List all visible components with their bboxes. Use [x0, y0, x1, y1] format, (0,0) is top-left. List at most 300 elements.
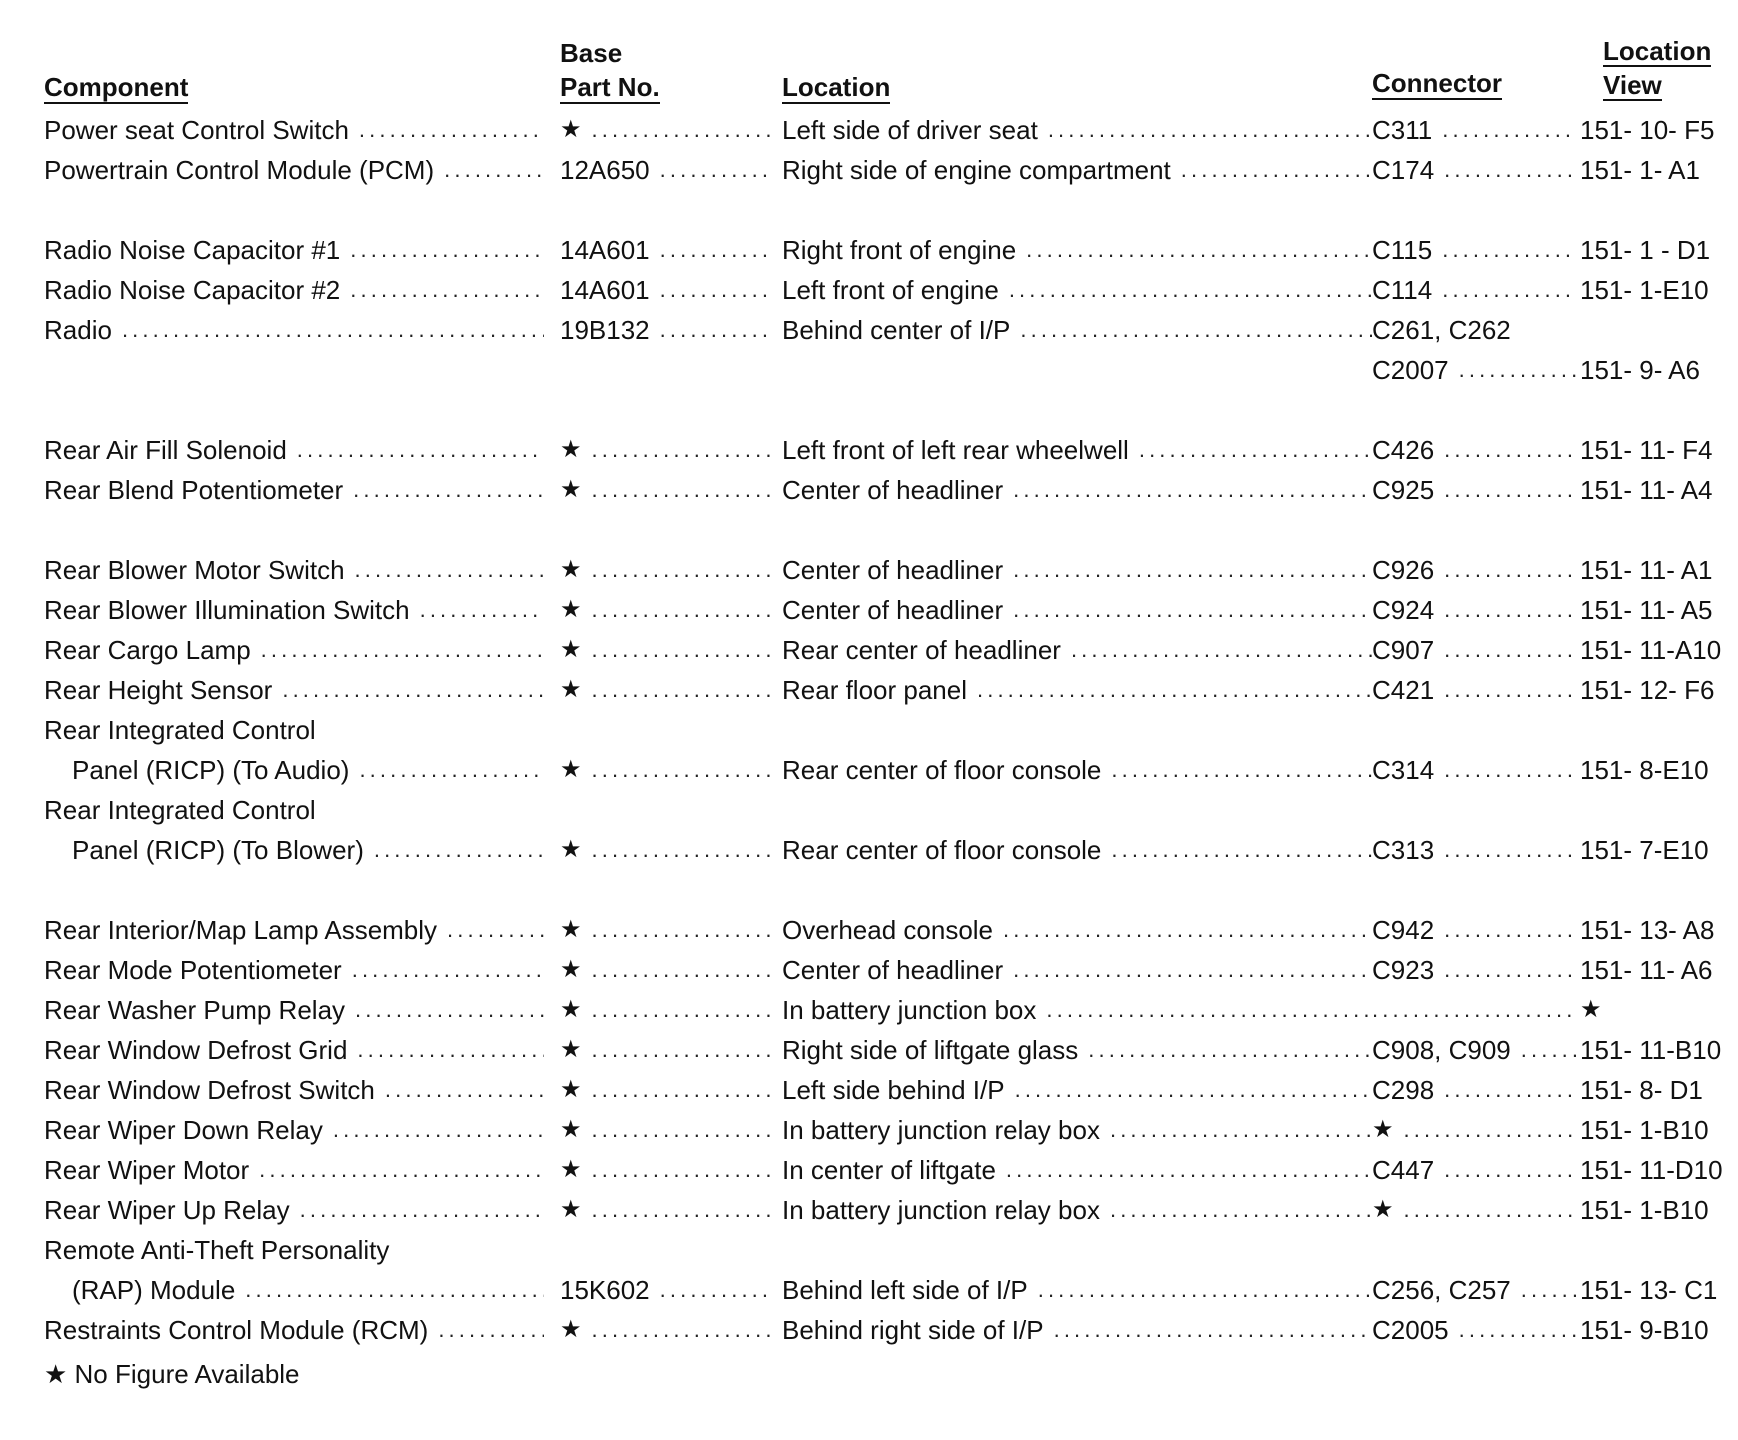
- location-cell: [782, 670, 1372, 710]
- dot-leader: [1013, 470, 1372, 510]
- location-view-cell-text: 151- 1 - D1: [1580, 230, 1720, 270]
- part-number-cell-text: ★: [560, 550, 592, 590]
- location-cell-text: In battery junction relay box: [782, 1190, 1110, 1230]
- part-number-cell-text: ★: [560, 750, 592, 790]
- location-cell-text: Left front of engine: [782, 270, 1009, 310]
- location-cell-text: Rear floor panel: [782, 670, 977, 710]
- location-view-cell: [1580, 470, 1738, 510]
- component-cell: [44, 1230, 544, 1270]
- location-view-cell: [1580, 350, 1738, 390]
- component-cell-text: Rear Cargo Lamp: [44, 630, 261, 670]
- component-cell-text: Radio Noise Capacitor #2: [44, 270, 350, 310]
- location-view-cell-text: 151- 11-D10: [1580, 1150, 1733, 1190]
- location-view-cell-text: 151- 8-E10: [1580, 750, 1719, 790]
- location-cell-text: Rear center of headliner: [782, 630, 1071, 670]
- connector-cell-text: C174: [1372, 150, 1444, 190]
- component-cell: [44, 230, 544, 270]
- table-row: [0, 950, 1738, 990]
- dot-leader: [1444, 910, 1577, 950]
- location-view-cell: [1580, 1190, 1738, 1230]
- table-row: [0, 470, 1738, 510]
- location-view-cell-text: 151- 11- F4: [1580, 430, 1722, 470]
- location-view-cell-text: 151- 11- A6: [1580, 950, 1723, 990]
- dot-leader: [1110, 1110, 1372, 1150]
- part-number-cell-text: ★: [560, 670, 592, 710]
- table-row: [0, 1110, 1738, 1150]
- connector-cell: [1372, 750, 1577, 790]
- connector-cell: [1372, 710, 1577, 750]
- header-base-line1: Base: [560, 38, 623, 68]
- location-cell-text: Left front of left rear wheelwell: [782, 430, 1139, 470]
- location-cell: [782, 750, 1372, 790]
- dot-leader: [592, 110, 772, 150]
- dot-leader: [592, 1070, 772, 1110]
- location-cell-text: Behind center of I/P: [782, 310, 1020, 350]
- connector-cell: [1372, 110, 1577, 150]
- dot-leader: [1521, 1030, 1577, 1070]
- connector-cell: [1372, 470, 1577, 510]
- part-number-cell-text: ★: [560, 1190, 592, 1230]
- dot-leader: [333, 1110, 544, 1150]
- header-connector-label: Connector: [1372, 68, 1502, 98]
- connector-cell: [1372, 830, 1577, 870]
- component-cell: [44, 1030, 544, 1070]
- table-row: [0, 270, 1738, 310]
- location-view-cell: [1580, 150, 1738, 190]
- dot-leader: [1088, 1030, 1372, 1070]
- component-cell-text: Panel (RICP) (To Blower): [44, 830, 374, 870]
- table-row: [0, 750, 1738, 790]
- dot-leader: [1054, 1310, 1372, 1350]
- location-cell: [782, 990, 1372, 1030]
- dot-leader: [977, 670, 1372, 710]
- connector-cell-text: ★: [1372, 1110, 1404, 1150]
- part-number-cell: [560, 710, 772, 750]
- location-cell: [782, 110, 1372, 150]
- location-cell: [782, 1230, 1372, 1270]
- table-row: [0, 310, 1738, 350]
- dot-leader: [1111, 750, 1372, 790]
- component-cell: [44, 310, 544, 350]
- location-cell-text: Right side of liftgate glass: [782, 1030, 1088, 1070]
- connector-cell: [1372, 1230, 1577, 1270]
- part-number-cell: [560, 590, 772, 630]
- part-number-cell: [560, 230, 772, 270]
- location-cell-text: Rear center of floor console: [782, 830, 1111, 870]
- connector-cell-text: C311: [1372, 110, 1442, 150]
- location-cell-text: Center of headliner: [782, 470, 1013, 510]
- dot-leader: [592, 470, 772, 510]
- location-view-cell-text: 151- 1-E10: [1580, 270, 1719, 310]
- dot-leader: [1444, 1150, 1577, 1190]
- dot-leader: [1026, 230, 1372, 270]
- connector-cell: [1372, 1030, 1577, 1070]
- dot-leader: [592, 1310, 772, 1350]
- component-cell: [44, 630, 544, 670]
- dot-leader: [245, 1270, 544, 1310]
- location-view-cell: [1580, 670, 1738, 710]
- component-cell-text: Rear Blower Illumination Switch: [44, 590, 420, 630]
- location-view-cell-text: 151- 13- A8: [1580, 910, 1724, 950]
- part-number-cell: [560, 1230, 772, 1270]
- part-number-cell-text: ★: [560, 990, 592, 1030]
- location-view-cell-text: 151- 1-B10: [1580, 1190, 1719, 1230]
- dot-leader: [353, 470, 544, 510]
- location-view-cell-text: ★: [1580, 990, 1612, 1030]
- table-row: [0, 150, 1738, 190]
- part-number-cell-text: 12A650: [560, 150, 660, 190]
- location-view-cell: [1580, 270, 1738, 310]
- component-cell: [44, 1110, 544, 1150]
- location-cell: [782, 230, 1372, 270]
- dot-leader: [352, 950, 544, 990]
- location-cell: [782, 150, 1372, 190]
- dot-leader: [1181, 150, 1372, 190]
- component-cell: [44, 1190, 544, 1230]
- header-component-label: Component: [44, 72, 189, 102]
- part-number-cell: [560, 550, 772, 590]
- location-view-cell-text: 151- 10- F5: [1580, 110, 1724, 150]
- dot-leader: [592, 950, 772, 990]
- dot-leader: [660, 150, 772, 190]
- dot-leader: [1444, 950, 1577, 990]
- dot-leader: [1046, 990, 1372, 1030]
- connector-cell-text: C2007: [1372, 350, 1459, 390]
- dot-leader: [1444, 150, 1577, 190]
- connector-cell-text: C256, C257: [1372, 1270, 1521, 1310]
- component-cell-text: Rear Blower Motor Switch: [44, 550, 355, 590]
- dot-leader: [1444, 1070, 1577, 1110]
- dot-leader: [592, 550, 772, 590]
- location-cell: [782, 1190, 1372, 1230]
- dot-leader: [261, 630, 544, 670]
- part-number-cell: [560, 1270, 772, 1310]
- component-cell-text: Rear Window Defrost Switch: [44, 1070, 385, 1110]
- part-number-cell: [560, 470, 772, 510]
- location-view-cell: [1580, 430, 1738, 470]
- connector-cell-text: C298: [1372, 1070, 1444, 1110]
- dot-leader: [300, 1190, 544, 1230]
- part-number-cell: [560, 1310, 772, 1350]
- part-number-cell: [560, 910, 772, 950]
- location-view-cell: [1580, 590, 1738, 630]
- dot-leader: [592, 1030, 772, 1070]
- connector-cell-text: C923: [1372, 950, 1444, 990]
- dot-leader: [385, 1070, 544, 1110]
- header-connector: [1372, 66, 1502, 100]
- location-cell: [782, 310, 1372, 350]
- component-cell: [44, 150, 544, 190]
- dot-leader: [1459, 1310, 1577, 1350]
- location-view-cell: [1580, 790, 1738, 830]
- part-number-cell-text: ★: [560, 1110, 592, 1150]
- part-number-cell-text: ★: [560, 1070, 592, 1110]
- location-cell-text: Left side of driver seat: [782, 110, 1048, 150]
- location-view-cell: [1580, 630, 1738, 670]
- header-view-line2: View: [1603, 70, 1662, 100]
- component-cell: [44, 830, 544, 870]
- dot-leader: [1442, 230, 1577, 270]
- component-cell: [44, 350, 544, 390]
- component-cell-text: Panel (RICP) (To Audio): [44, 750, 359, 790]
- dot-leader: [660, 310, 772, 350]
- location-cell-text: Center of headliner: [782, 950, 1013, 990]
- part-number-cell: [560, 150, 772, 190]
- location-cell: [782, 430, 1372, 470]
- table-row: [0, 590, 1738, 630]
- dot-leader: [1404, 1110, 1577, 1150]
- location-cell: [782, 1110, 1372, 1150]
- location-view-cell-text: 151- 12- F6: [1580, 670, 1724, 710]
- part-number-cell-text: ★: [560, 1030, 592, 1070]
- location-cell: [782, 470, 1372, 510]
- connector-cell: [1372, 630, 1577, 670]
- dot-leader: [355, 550, 544, 590]
- dot-leader: [282, 670, 544, 710]
- dot-leader: [420, 590, 544, 630]
- part-number-cell: [560, 830, 772, 870]
- location-view-cell: [1580, 1110, 1738, 1150]
- component-cell-text: Remote Anti-Theft Personality: [44, 1230, 399, 1270]
- component-cell: [44, 470, 544, 510]
- dot-leader: [359, 110, 544, 150]
- dot-leader: [592, 830, 772, 870]
- dot-leader: [1111, 830, 1372, 870]
- dot-leader: [592, 1190, 772, 1230]
- component-cell-text: Rear Wiper Motor: [44, 1150, 259, 1190]
- connector-cell: [1372, 1070, 1577, 1110]
- connector-cell-text: ★: [1372, 1190, 1404, 1230]
- part-number-cell: [560, 1190, 772, 1230]
- component-cell-text: (RAP) Module: [44, 1270, 245, 1310]
- dot-leader: [350, 270, 544, 310]
- header-location: [782, 70, 890, 104]
- dot-leader: [592, 750, 772, 790]
- table-row: [0, 670, 1738, 710]
- table-row: [0, 110, 1738, 150]
- location-cell-text: Right side of engine compartment: [782, 150, 1181, 190]
- component-cell: [44, 670, 544, 710]
- component-cell-text: Rear Wiper Up Relay: [44, 1190, 300, 1230]
- table-row: [0, 1190, 1738, 1230]
- dot-leader: [1442, 270, 1577, 310]
- part-number-cell: [560, 110, 772, 150]
- component-cell: [44, 430, 544, 470]
- location-cell-text: Left side behind I/P: [782, 1070, 1015, 1110]
- part-number-cell: [560, 1110, 772, 1150]
- location-view-cell-text: 151- 11- A1: [1580, 550, 1723, 590]
- location-cell: [782, 950, 1372, 990]
- connector-cell: [1372, 670, 1577, 710]
- dot-leader: [1444, 590, 1577, 630]
- location-view-cell: [1580, 1310, 1738, 1350]
- dot-leader: [1006, 1150, 1372, 1190]
- component-cell-text: Rear Integrated Control: [44, 790, 326, 830]
- part-number-cell: [560, 950, 772, 990]
- connector-cell-text: C924: [1372, 590, 1444, 630]
- location-cell-text: Rear center of floor console: [782, 750, 1111, 790]
- location-view-cell: [1580, 1150, 1738, 1190]
- part-number-cell-text: ★: [560, 590, 592, 630]
- component-cell-text: Powertrain Control Module (PCM): [44, 150, 444, 190]
- dot-leader: [350, 230, 544, 270]
- location-cell: [782, 270, 1372, 310]
- dot-leader: [1444, 550, 1577, 590]
- part-number-cell-text: 15K602: [560, 1270, 660, 1310]
- dot-leader: [1013, 550, 1372, 590]
- dot-leader: [1110, 1190, 1372, 1230]
- table-row: [0, 830, 1738, 870]
- location-cell: [782, 910, 1372, 950]
- part-number-cell: [560, 430, 772, 470]
- dot-leader: [592, 670, 772, 710]
- dot-leader: [374, 830, 544, 870]
- part-number-cell: [560, 990, 772, 1030]
- table-row: [0, 1230, 1738, 1270]
- location-view-cell: [1580, 910, 1738, 950]
- dot-leader: [592, 630, 772, 670]
- location-cell: [782, 1070, 1372, 1110]
- component-cell: [44, 1310, 544, 1350]
- location-view-cell: [1580, 1270, 1738, 1310]
- table-row: [0, 1270, 1738, 1310]
- component-cell: [44, 790, 544, 830]
- connector-cell: [1372, 1150, 1577, 1190]
- location-cell-text: Overhead console: [782, 910, 1003, 950]
- location-cell: [782, 1310, 1372, 1350]
- dot-leader: [592, 910, 772, 950]
- dot-leader: [357, 1030, 544, 1070]
- component-cell: [44, 950, 544, 990]
- dot-leader: [122, 310, 544, 350]
- connector-cell: [1372, 310, 1577, 350]
- dot-leader: [592, 430, 772, 470]
- dot-leader: [1038, 1270, 1372, 1310]
- location-cell-text: Center of headliner: [782, 590, 1013, 630]
- location-view-cell-text: 151- 9-B10: [1580, 1310, 1719, 1350]
- component-cell-text: Rear Washer Pump Relay: [44, 990, 355, 1030]
- connector-cell: [1372, 1110, 1577, 1150]
- component-cell-text: Power seat Control Switch: [44, 110, 359, 150]
- location-cell: [782, 1030, 1372, 1070]
- part-number-cell: [560, 270, 772, 310]
- dot-leader: [1372, 990, 1577, 1030]
- part-number-cell-text: 14A601: [560, 270, 660, 310]
- component-cell-text: Rear Interior/Map Lamp Assembly: [44, 910, 447, 950]
- dot-leader: [1442, 110, 1577, 150]
- component-cell-text: Radio Noise Capacitor #1: [44, 230, 350, 270]
- table-row: [0, 910, 1738, 950]
- location-view-cell-text: 151- 8- D1: [1580, 1070, 1713, 1110]
- dot-leader: [592, 1110, 772, 1150]
- component-cell-text: Rear Mode Potentiometer: [44, 950, 352, 990]
- part-number-cell: [560, 670, 772, 710]
- component-cell-text: Rear Wiper Down Relay: [44, 1110, 333, 1150]
- part-number-cell-text: ★: [560, 470, 592, 510]
- table-row: [0, 1150, 1738, 1190]
- header-view-line1: Location: [1603, 36, 1712, 66]
- dot-leader: [1444, 470, 1577, 510]
- dot-leader: [592, 590, 772, 630]
- part-number-cell: [560, 1030, 772, 1070]
- location-view-cell: [1580, 230, 1738, 270]
- part-number-cell-text: ★: [560, 950, 592, 990]
- table-row: [0, 1070, 1738, 1110]
- table-row: [0, 550, 1738, 590]
- connector-cell: [1372, 350, 1577, 390]
- part-number-cell-text: ★: [560, 630, 592, 670]
- connector-cell: [1372, 790, 1577, 830]
- component-cell: [44, 910, 544, 950]
- dot-leader: [1404, 1190, 1577, 1230]
- dot-leader: [359, 750, 544, 790]
- component-cell-text: Restraints Control Module (RCM): [44, 1310, 438, 1350]
- dot-leader: [1444, 630, 1577, 670]
- location-view-cell-text: 151- 9- A6: [1580, 350, 1710, 390]
- dot-leader: [1444, 430, 1577, 470]
- header-base-part-no: [560, 36, 660, 104]
- location-view-cell: [1580, 950, 1738, 990]
- table-row: [0, 350, 1738, 390]
- part-number-cell: [560, 790, 772, 830]
- location-cell: [782, 550, 1372, 590]
- location-view-cell-text: 151- 1- A1: [1580, 150, 1710, 190]
- connector-cell: [1372, 1310, 1577, 1350]
- dot-leader: [1009, 270, 1372, 310]
- location-cell: [782, 790, 1372, 830]
- connector-cell-text: C114: [1372, 270, 1442, 310]
- location-view-cell: [1580, 550, 1738, 590]
- location-cell-text: Behind right side of I/P: [782, 1310, 1054, 1350]
- component-cell: [44, 750, 544, 790]
- location-cell-text: Behind left side of I/P: [782, 1270, 1038, 1310]
- dot-leader: [1013, 950, 1372, 990]
- location-view-cell: [1580, 1230, 1738, 1270]
- dot-leader: [259, 1150, 544, 1190]
- connector-cell-text: C421: [1372, 670, 1444, 710]
- dot-leader: [1071, 630, 1372, 670]
- connector-cell: [1372, 590, 1577, 630]
- connector-cell-text: C908, C909: [1372, 1030, 1521, 1070]
- connector-cell-text: C2005: [1372, 1310, 1459, 1350]
- dot-leader: [1015, 1070, 1372, 1110]
- location-view-cell: [1580, 710, 1738, 750]
- part-number-cell-text: ★: [560, 1150, 592, 1190]
- connector-cell: [1372, 230, 1577, 270]
- connector-cell-text: C447: [1372, 1150, 1444, 1190]
- component-cell: [44, 270, 544, 310]
- part-number-cell: [560, 750, 772, 790]
- part-number-cell-text: 19B132: [560, 310, 660, 350]
- component-cell: [44, 710, 544, 750]
- dot-leader: [1444, 670, 1577, 710]
- location-view-cell-text: 151- 13- C1: [1580, 1270, 1727, 1310]
- location-cell: [782, 830, 1372, 870]
- part-number-cell-text: 14A601: [560, 230, 660, 270]
- header-base-line2: Part No.: [560, 72, 660, 102]
- part-number-cell: [560, 1150, 772, 1190]
- table-row: [0, 710, 1738, 750]
- part-number-cell: [560, 350, 772, 390]
- component-cell: [44, 1070, 544, 1110]
- part-number-cell-text: ★: [560, 1310, 592, 1350]
- component-cell: [44, 550, 544, 590]
- part-number-cell: [560, 1070, 772, 1110]
- part-number-cell: [560, 630, 772, 670]
- component-cell-text: Rear Integrated Control: [44, 710, 326, 750]
- footnote: ★ No Figure Available: [44, 1359, 300, 1389]
- dot-leader: [1459, 350, 1577, 390]
